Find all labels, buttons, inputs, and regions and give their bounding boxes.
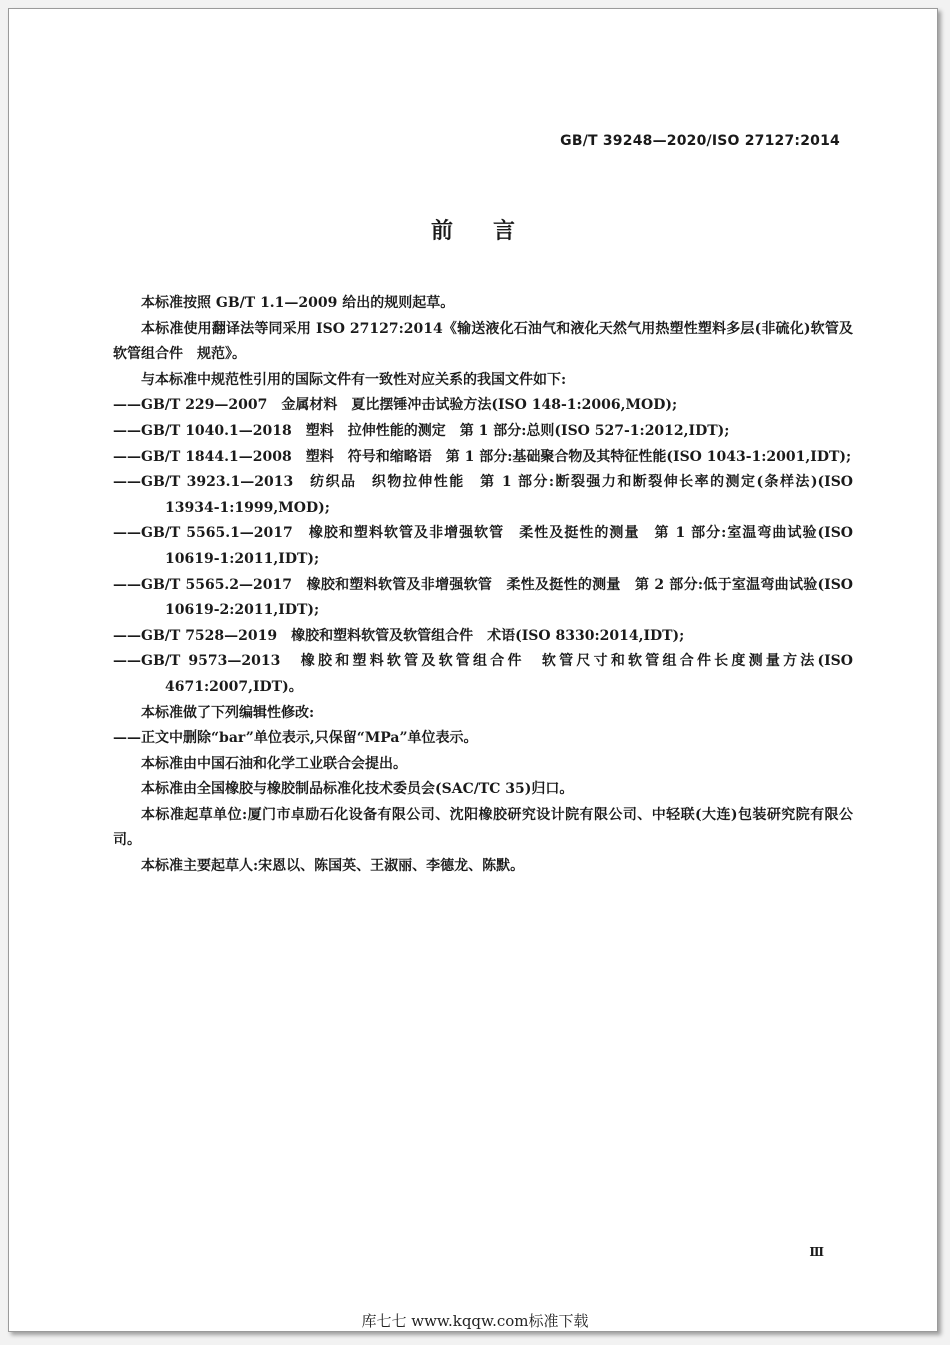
footer-watermark: 库七七 www.kqqw.com标准下载: [361, 1312, 589, 1330]
paragraph-references-intro: 与本标准中规范性引用的国际文件有一致性对应关系的我国文件如下:: [141, 371, 567, 388]
editorial-item: ——正文中删除“bar”单位表示,只保留“MPa”单位表示。: [113, 730, 478, 747]
paragraph-editorial-intro: 本标准做了下列编辑性修改:: [141, 704, 315, 721]
paragraph-drafting-rules: 本标准按照 GB/T 1.1—2009 给出的规则起草。: [141, 295, 455, 311]
reference-item: ——GB/T 3923.1—2013 纺织品 织物拉伸性能 第 1 部分:断裂强力和断裂伸长率的测定(条样法)(ISO 13934-1:1999,MOD);: [113, 474, 853, 516]
paragraph-drafting-units: 本标准起草单位:厦门市卓励石化设备有限公司、沈阳橡胶研究设计院有限公司、中轻联(大连)包装研究院有限公司。: [113, 806, 853, 849]
reference-item: ——GB/T 1040.1—2018 塑料 拉伸性能的测定 第 1 部分:总则(ISO 527-1:2012,IDT);: [113, 422, 730, 439]
paragraph-adoption: 本标准使用翻译法等同采用 ISO 27127:2014《输送液化石油气和液化天然气用热塑性塑料多层(非硫化)软管及软管组合件 规范》。: [113, 320, 853, 363]
reference-item: ——GB/T 5565.1—2017 橡胶和塑料软管及非增强软管 柔性及挺性的测量 第 1 部分:室温弯曲试验(ISO 10619-1:2011,IDT);: [113, 525, 853, 567]
reference-item: ——GB/T 7528—2019 橡胶和塑料软管及软管组合件 术语(ISO 8330:2014,IDT);: [113, 627, 685, 644]
document-body: [113, 291, 853, 880]
paragraph-proposer: 本标准由中国石油和化学工业联合会提出。: [141, 755, 407, 772]
paragraph-drafters: 本标准主要起草人:宋恩以、陈国英、王淑丽、李德龙、陈默。: [141, 858, 525, 875]
reference-item: ——GB/T 5565.2—2017 橡胶和塑料软管及非增强软管 柔性及挺性的测量 第 2 部分:低于室温弯曲试验(ISO 10619-2:2011,IDT);: [113, 576, 853, 619]
reference-item: ——GB/T 9573—2013 橡胶和塑料软管及软管组合件 软管尺寸和软管组合件长度测量方法(ISO 4671:2007,IDT)。: [113, 653, 853, 695]
reference-item: ——GB/T 229—2007 金属材料 夏比摆锤冲击试验方法(ISO 148-1:2006,MOD);: [113, 397, 678, 414]
document-page: [8, 8, 938, 1332]
page-title: 前言: [430, 218, 555, 244]
paragraph-committee: 本标准由全国橡胶与橡胶制品标准化技术委员会(SAC/TC 35)归口。: [141, 781, 574, 798]
page-number: Ⅲ: [809, 1245, 824, 1259]
standard-code: GB/T 39248—2020/ISO 27127:2014: [560, 133, 840, 149]
reference-item: ——GB/T 1844.1—2008 塑料 符号和缩略语 第 1 部分:基础聚合物及其特征性能(ISO 1043-1:2001,IDT);: [113, 448, 852, 465]
